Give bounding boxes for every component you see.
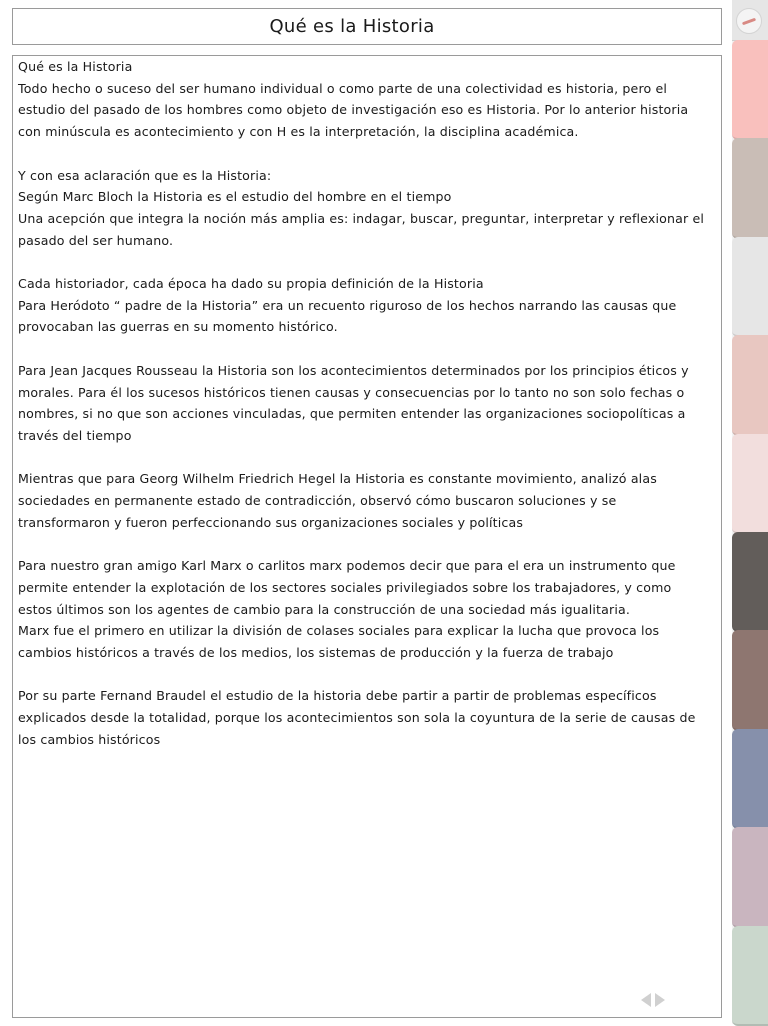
notebook-tab-3[interactable] bbox=[732, 237, 768, 337]
note-page[interactable] bbox=[12, 55, 722, 1018]
notebook-tab-4[interactable] bbox=[732, 335, 768, 435]
top-tab[interactable] bbox=[732, 0, 768, 41]
paragraph-gap bbox=[18, 533, 708, 555]
paragraph: Todo hecho o suceso del ser humano individual o como parte de una colectividad es historia, pero el estudio del pasado de los hombres como objeto de investigación eso es Historia. Por lo anterior historia con minúscula es acontecimiento y con H es la interpretación, la disciplina académica. bbox=[18, 80, 689, 140]
title-bar bbox=[12, 8, 722, 45]
paragraph: Para Heródoto “ padre de la Historia” era un recuento riguroso de los hechos narrando las causas que provocaban las guerras en su momento histórico. bbox=[18, 297, 677, 335]
right-triangle-icon[interactable] bbox=[655, 993, 665, 1007]
paragraph: Para Jean Jacques Rousseau la Historia son los acontecimientos determinados por los principios éticos y morales. Para él los sucesos históricos tienen causas y consecuencias por lo tanto no son solo fechas o nombres, si no que son acciones vinculadas, que permiten entender las organizaciones sociopolíticas a través del tiempo bbox=[18, 362, 689, 443]
paragraph: Cada historiador, cada época ha dado su propia definición de la Historia bbox=[18, 276, 484, 291]
notebook-tabs bbox=[732, 0, 768, 1024]
notebook-tab-6[interactable] bbox=[732, 532, 768, 632]
notebook-tab-10[interactable] bbox=[732, 926, 768, 1026]
paragraph-gap bbox=[18, 143, 708, 165]
notebook-tab-7[interactable] bbox=[732, 630, 768, 730]
paragraph-gap bbox=[18, 251, 708, 273]
page-title: Qué es la Historia bbox=[269, 16, 435, 37]
paragraph: Y con esa aclaración que es la Historia: bbox=[18, 167, 272, 183]
paragraph: Para nuestro gran amigo Karl Marx o carlitos marx podemos decir que para el era un instrumento que permite entender la explotación de los sectores sociales privilegiados sobre los trabajadores, y como estos últimos son los agentes de cambio para la construcción de una sociedad más igualitaria. bbox=[18, 558, 676, 617]
paragraph: Marx fue el primero en utilizar la división de colases sociales para explicar la lucha que provoca los cambios históricos a través de los medios, los sistemas de producción y la fuerza de trabajo bbox=[18, 623, 660, 660]
pen-icon[interactable] bbox=[736, 8, 762, 34]
paragraph-gap bbox=[18, 338, 708, 360]
notebook-tab-8[interactable] bbox=[732, 729, 768, 829]
paragraph: Mientras que para Georg Wilhelm Friedrich Hegel la Historia es constante movimiento, analizó alas sociedades en permanente estado de contradicción, observó cómo buscaron soluciones y se transformaron y fueron perfeccionando sus organizaciones sociales y políticas bbox=[18, 471, 657, 530]
notebook-tab-2[interactable] bbox=[732, 138, 768, 238]
note-text[interactable] bbox=[18, 56, 708, 750]
paragraph-gap bbox=[18, 447, 708, 469]
paragraph: Qué es la Historia bbox=[18, 59, 133, 74]
notebook-tab-1[interactable] bbox=[732, 40, 768, 140]
page-navigation bbox=[641, 993, 665, 1007]
notebook-tab-5[interactable] bbox=[732, 434, 768, 534]
paragraph: Una acepción que integra la noción más amplia es: indagar, buscar, preguntar, interpretar y reflexionar el pasado del ser humano. bbox=[18, 210, 704, 248]
left-triangle-icon[interactable] bbox=[641, 993, 651, 1007]
notebook-tab-9[interactable] bbox=[732, 827, 768, 927]
paragraph: Por su parte Fernand Braudel el estudio de la historia debe partir a partir de problemas específicos explicados desde la totalidad, porque los acontecimientos son sola la coyuntura de la serie de causas de los cambios históricos bbox=[18, 688, 696, 747]
paragraph-gap bbox=[18, 664, 708, 686]
paragraph: Según Marc Bloch la Historia es el estudio del hombre en el tiempo bbox=[18, 189, 452, 205]
